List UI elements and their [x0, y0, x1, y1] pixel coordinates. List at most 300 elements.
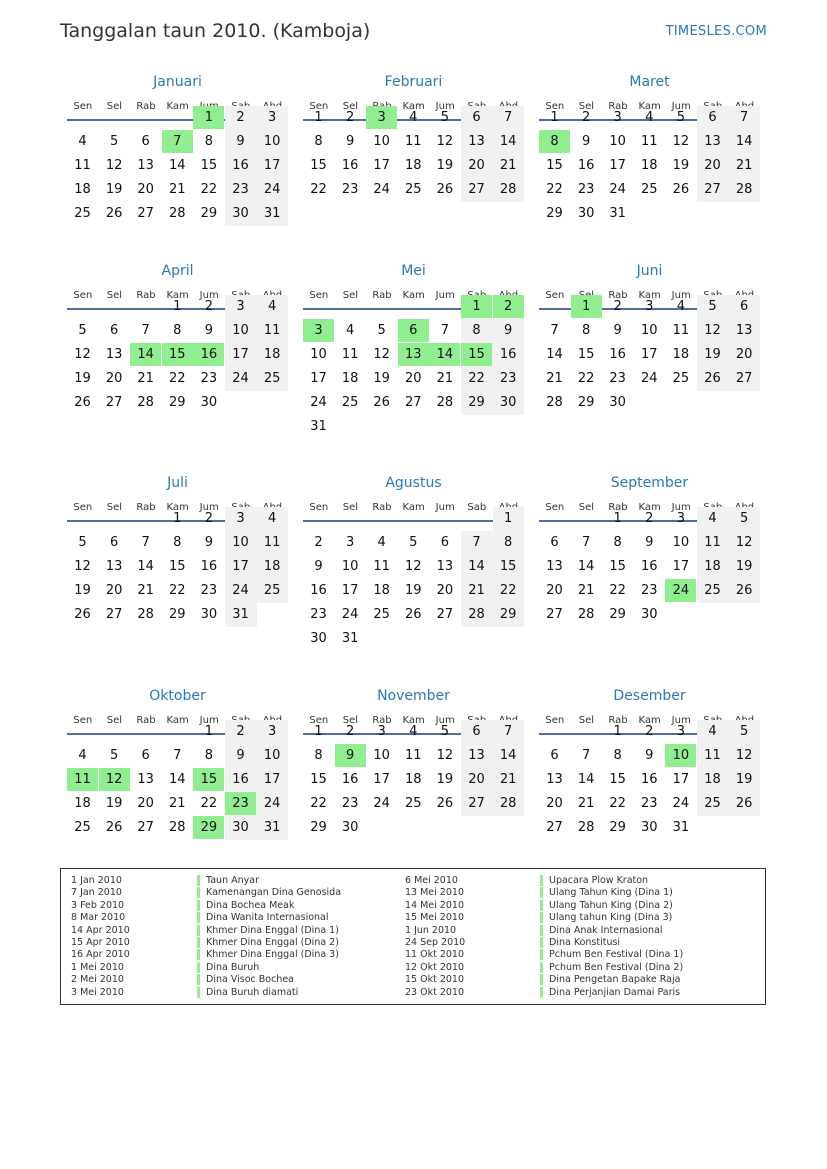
calendar-day: 26: [735, 583, 753, 598]
holiday-day: 2: [493, 295, 524, 318]
holiday-day: 15: [162, 343, 193, 366]
legend-date: 11 Okt 2010: [405, 949, 465, 961]
calendar-day: 6: [550, 748, 559, 763]
calendar-day: 2: [204, 511, 214, 526]
calendar-day: 15: [609, 772, 626, 787]
calendar-day: 21: [169, 796, 186, 811]
calendar-day: 18: [341, 371, 359, 386]
calendar-day: 1: [613, 511, 622, 526]
calendar-day: 9: [236, 748, 245, 763]
calendar-day: 2: [345, 724, 355, 739]
weekday-header: Jum: [435, 715, 455, 726]
holiday-day: 13: [398, 343, 429, 366]
weekday-header: Sel: [578, 715, 595, 726]
holiday-day: 3: [366, 106, 397, 129]
legend-holiday-name: Khmer Dina Enggal (Dina 3): [197, 949, 339, 960]
weekday-header: Kam: [638, 502, 661, 513]
calendar-day: 12: [704, 323, 721, 338]
calendar-day: 8: [581, 323, 591, 338]
calendar-day: 25: [74, 820, 91, 835]
holiday-day: 8: [539, 130, 570, 153]
calendar-day: 16: [200, 559, 218, 574]
weekday-header: Sel: [342, 502, 359, 513]
calendar-day: 7: [581, 748, 591, 763]
calendar-day: 11: [704, 748, 721, 763]
calendar-day: 19: [74, 583, 91, 598]
legend-holiday-name: Ulang Tahun King (Dina 2): [540, 900, 673, 911]
calendar-day: 7: [141, 535, 150, 550]
calendar-day: 23: [609, 371, 626, 386]
calendar-day: 22: [499, 583, 517, 598]
calendar-day: 16: [310, 583, 327, 598]
calendar-day: 29: [546, 206, 563, 221]
calendar-day: 17: [609, 158, 626, 173]
month-name: Januari: [153, 74, 202, 90]
month-name: September: [610, 475, 689, 491]
calendar-day: 15: [499, 559, 517, 574]
calendar-day: 11: [263, 535, 281, 550]
calendar-day: 2: [613, 299, 622, 314]
calendar-day: 3: [645, 299, 654, 314]
calendar-day: 3: [236, 299, 245, 314]
calendar-day: 21: [499, 158, 517, 173]
calendar-day: 21: [546, 371, 563, 386]
calendar-day: 20: [137, 796, 154, 811]
weekday-header: Kam: [638, 715, 661, 726]
calendar-day: 26: [405, 607, 422, 622]
calendar-day: 9: [204, 323, 214, 338]
calendar-day: 24: [641, 371, 658, 386]
calendar-day: 18: [373, 583, 390, 598]
calendar-day: 20: [546, 583, 563, 598]
calendar-day: 28: [577, 607, 595, 622]
weekday-header: Rab: [608, 290, 628, 301]
calendar-day: 17: [672, 559, 690, 574]
calendar-day: 22: [310, 796, 327, 811]
calendar-day: 10: [263, 748, 281, 763]
calendar-day: 2: [236, 724, 245, 739]
legend-date: 1 Jan 2010: [71, 875, 122, 886]
calendar-day: 19: [405, 583, 422, 598]
calendar-day: 19: [105, 796, 123, 811]
month-name: Maret: [629, 74, 670, 90]
calendar-day: 8: [173, 535, 182, 550]
calendar-day: 11: [672, 323, 690, 338]
calendar-day: 26: [704, 371, 721, 386]
weekday-header: Kam: [638, 101, 661, 112]
weekday-header: Rab: [136, 502, 156, 513]
calendar-day: 26: [105, 206, 123, 221]
weekday-header: Sel: [578, 101, 595, 112]
calendar-day: 3: [267, 724, 277, 739]
calendar-day: 11: [263, 323, 281, 338]
calendar-day: 5: [739, 511, 749, 526]
calendar-day: 24: [341, 607, 359, 622]
calendar-day: 4: [409, 110, 418, 125]
legend-date: 16 Apr 2010: [71, 949, 130, 961]
weekday-header: Sen: [309, 101, 329, 112]
calendar-day: 26: [373, 395, 390, 410]
weekday-header: Sel: [106, 502, 123, 513]
calendar-day: 9: [204, 535, 214, 550]
calendar-day: 24: [373, 796, 390, 811]
calendar-day: 28: [468, 607, 485, 622]
calendar-day: 10: [641, 323, 658, 338]
holiday-day: 3: [303, 319, 334, 342]
calendar-day: 5: [78, 323, 87, 338]
calendar-day: 17: [672, 772, 690, 787]
weekday-header: Rab: [372, 715, 392, 726]
month-name: Oktober: [149, 688, 206, 704]
legend-date: 8 Mar 2010: [71, 912, 126, 924]
weekday-header: Sel: [578, 502, 595, 513]
calendar-day: 10: [609, 134, 626, 149]
calendar-day: 15: [200, 158, 218, 173]
calendar-day: 20: [137, 182, 154, 197]
calendar-day: 26: [436, 182, 454, 197]
calendar-day: 1: [204, 724, 214, 739]
calendar-day: 13: [137, 772, 154, 787]
calendar-day: 3: [676, 511, 686, 526]
calendar-day: 12: [373, 347, 390, 362]
legend-holiday-name: Pchum Ben Festival (Dina 2): [540, 962, 683, 973]
calendar-day: 2: [345, 110, 355, 125]
calendar-day: 20: [468, 772, 485, 787]
calendar-day: 1: [173, 299, 182, 314]
calendar-day: 27: [468, 796, 485, 811]
holiday-day: 1: [193, 106, 224, 129]
calendar-day: 19: [373, 371, 390, 386]
calendar-day: 17: [373, 158, 390, 173]
calendar-day: 22: [609, 796, 626, 811]
calendar-day: 30: [641, 820, 658, 835]
calendar-day: 4: [78, 748, 87, 763]
weekday-header: Rab: [136, 290, 156, 301]
calendar-day: 30: [200, 395, 218, 410]
calendar-day: 31: [310, 419, 327, 434]
calendar-day: 18: [263, 559, 281, 574]
calendar-day: 19: [672, 158, 690, 173]
legend-date: 6 Mei 2010: [405, 875, 458, 886]
calendar-day: 10: [232, 323, 249, 338]
calendar-day: 20: [704, 158, 721, 173]
calendar-day: 12: [405, 559, 422, 574]
weekday-header: Rab: [608, 715, 628, 726]
calendar-day: 8: [613, 535, 622, 550]
weekday-header: Sel: [106, 101, 123, 112]
weekday-header: Sab: [467, 502, 487, 513]
calendar-day: 20: [105, 371, 123, 386]
weekday-header: Sen: [73, 101, 93, 112]
month-name: Desember: [613, 688, 686, 704]
calendar-day: 4: [708, 511, 717, 526]
calendar-day: 3: [267, 110, 277, 125]
calendar-day: 29: [310, 820, 327, 835]
calendar-day: 22: [609, 583, 626, 598]
calendar-day: 22: [577, 371, 595, 386]
calendar-day: 5: [739, 724, 749, 739]
calendar-day: 16: [641, 772, 658, 787]
calendar-day: 8: [314, 134, 323, 149]
calendar-day: 21: [137, 583, 154, 598]
weekday-header: Kam: [402, 101, 425, 112]
calendar-day: 28: [137, 395, 154, 410]
calendar-day: 6: [109, 535, 119, 550]
calendar-day: 27: [735, 371, 753, 386]
calendar-day: 30: [232, 206, 249, 221]
calendar-day: 5: [78, 535, 87, 550]
calendar-day: 2: [204, 299, 214, 314]
calendar-day: 21: [169, 182, 186, 197]
calendar-day: 22: [169, 583, 186, 598]
calendar-day: 1: [173, 511, 182, 526]
calendar-day: 9: [236, 134, 245, 149]
weekday-header: Jum: [199, 290, 219, 301]
calendar-day: 25: [373, 607, 390, 622]
calendar-day: 14: [169, 772, 186, 787]
calendar-day: 25: [704, 583, 721, 598]
legend-holiday-name: Dina Konstitusi: [540, 937, 620, 948]
calendar-day: 24: [672, 796, 690, 811]
calendar-day: 26: [735, 796, 753, 811]
calendar-day: 18: [74, 796, 91, 811]
calendar-day: 9: [314, 559, 323, 574]
weekday-header: Sel: [342, 715, 359, 726]
weekday-header: Sen: [73, 502, 93, 513]
calendar-day: 17: [232, 559, 249, 574]
holiday-day: 1: [461, 295, 492, 318]
calendar-day: 19: [74, 371, 91, 386]
calendar-day: 24: [310, 395, 327, 410]
calendar-day: 29: [577, 395, 595, 410]
calendar-day: 22: [310, 182, 327, 197]
calendar-day: 27: [546, 820, 563, 835]
calendar-day: 10: [232, 535, 249, 550]
calendar-day: 16: [232, 772, 249, 787]
legend-date: 1 Jun 2010: [405, 924, 457, 936]
holiday-day: 23: [225, 792, 256, 815]
page-title: Tanggalan taun 2010. (Kamboja): [60, 20, 371, 42]
month-name: November: [377, 688, 450, 704]
month-name: Mei: [401, 263, 426, 279]
calendar-day: 19: [436, 158, 454, 173]
weekday-header: Jum: [435, 290, 455, 301]
calendar-day: 27: [105, 607, 123, 622]
calendar-day: 25: [341, 395, 359, 410]
calendar-day: 24: [232, 371, 249, 386]
calendar-day: 25: [704, 796, 721, 811]
legend-holiday-name: Dina Buruh: [197, 962, 259, 973]
calendar-day: 26: [105, 820, 123, 835]
weekday-header: Rab: [372, 502, 392, 513]
weekday-header: Jum: [671, 290, 691, 301]
calendar-day: 26: [74, 607, 91, 622]
legend-date: 15 Okt 2010: [405, 974, 465, 986]
header-rule: [303, 520, 524, 522]
calendar-day: 15: [609, 559, 626, 574]
calendar-day: 14: [499, 748, 517, 763]
calendar-day: 15: [546, 158, 563, 173]
calendar-day: 18: [641, 158, 658, 173]
weekday-header: Sel: [342, 101, 359, 112]
calendar-day: 20: [735, 347, 753, 362]
calendar-day: 1: [550, 110, 559, 125]
calendar-day: 12: [672, 134, 690, 149]
calendar-day: 2: [645, 724, 654, 739]
holiday-day: 7: [162, 130, 193, 153]
calendar-day: 16: [609, 347, 626, 362]
calendar-day: 8: [503, 535, 513, 550]
weekday-header: Rab: [608, 101, 628, 112]
calendar-day: 29: [169, 395, 186, 410]
calendar-day: 8: [613, 748, 622, 763]
calendar-day: 17: [341, 583, 359, 598]
calendar-day: 21: [436, 371, 454, 386]
site-link[interactable]: TIMESLES.COM: [665, 24, 767, 39]
calendar-day: 30: [609, 395, 626, 410]
calendar-day: 28: [499, 182, 517, 197]
calendar-day: 13: [436, 559, 454, 574]
calendar-day: 1: [314, 110, 323, 125]
legend-holiday-name: Dina Perjanjian Damai Paris: [540, 987, 680, 998]
calendar-day: 27: [436, 607, 454, 622]
calendar-day: 30: [641, 607, 658, 622]
legend-holiday-name: Dina Anak Internasional: [540, 925, 663, 936]
calendar-day: 3: [613, 110, 622, 125]
calendar-day: 6: [472, 724, 481, 739]
calendar-day: 12: [735, 535, 753, 550]
holiday-day: 1: [571, 295, 602, 318]
weekday-header: Kam: [166, 101, 189, 112]
calendar-day: 11: [405, 748, 422, 763]
calendar-day: 18: [405, 772, 422, 787]
calendar-day: 14: [735, 134, 753, 149]
calendar-day: 13: [546, 559, 563, 574]
legend-date: 15 Apr 2010: [71, 937, 130, 948]
calendar-day: 14: [499, 134, 517, 149]
calendar-day: 6: [472, 110, 481, 125]
calendar-day: 19: [735, 772, 753, 787]
calendar-day: 22: [200, 796, 218, 811]
legend-date: 1 Mei 2010: [71, 961, 124, 973]
weekday-header: Kam: [166, 502, 189, 513]
calendar-day: 10: [373, 134, 390, 149]
calendar-day: 20: [546, 796, 563, 811]
calendar-day: 29: [609, 607, 626, 622]
calendar-day: 3: [377, 724, 386, 739]
calendar-day: 12: [436, 134, 454, 149]
calendar-day: 28: [169, 820, 186, 835]
weekday-header: Sen: [545, 290, 565, 301]
calendar-day: 18: [704, 559, 721, 574]
calendar-day: 22: [169, 371, 186, 386]
calendar-day: 30: [341, 820, 359, 835]
calendar-day: 7: [141, 323, 150, 338]
calendar-day: 9: [503, 323, 513, 338]
calendar-day: 24: [263, 182, 281, 197]
calendar-day: 3: [676, 724, 686, 739]
calendar-day: 4: [409, 724, 418, 739]
calendar-day: 16: [499, 347, 517, 362]
calendar-day: 18: [704, 772, 721, 787]
calendar-day: 31: [609, 206, 626, 221]
weekday-header: Jum: [435, 502, 455, 513]
calendar-day: 2: [314, 535, 323, 550]
calendar-day: 16: [341, 158, 359, 173]
calendar-day: 7: [503, 724, 513, 739]
weekday-header: Kam: [638, 290, 661, 301]
legend-holiday-name: Dina Wanita Internasional: [197, 912, 329, 923]
weekday-header: Jum: [671, 101, 691, 112]
calendar-day: 9: [645, 535, 654, 550]
calendar-day: 1: [503, 511, 513, 526]
weekday-header: Rab: [136, 101, 156, 112]
calendar-day: 2: [645, 511, 654, 526]
calendar-day: 25: [405, 182, 422, 197]
calendar-day: 3: [236, 511, 245, 526]
calendar-day: 28: [137, 607, 154, 622]
calendar-day: 19: [436, 772, 454, 787]
calendar-day: 11: [341, 347, 359, 362]
weekday-header: Jum: [199, 502, 219, 513]
calendar-day: 22: [468, 371, 485, 386]
calendar-day: 11: [373, 559, 390, 574]
calendar-day: 26: [436, 796, 454, 811]
legend-holiday-name: Khmer Dina Enggal (Dina 1): [197, 925, 339, 936]
calendar-day: 29: [468, 395, 485, 410]
legend-date: 15 Mei 2010: [405, 912, 464, 924]
weekday-header: Sen: [545, 502, 565, 513]
calendar-day: 20: [405, 371, 422, 386]
calendar-day: 5: [109, 134, 119, 149]
calendar-day: 8: [314, 748, 323, 763]
calendar-day: 25: [74, 206, 91, 221]
month-name: Februari: [384, 74, 443, 90]
calendar-day: 17: [263, 158, 281, 173]
calendar-day: 8: [204, 748, 214, 763]
weekday-header: Sen: [73, 715, 93, 726]
calendar-day: 23: [200, 371, 218, 386]
weekday-header: Sel: [342, 290, 359, 301]
calendar-day: 14: [169, 158, 186, 173]
calendar-day: 21: [577, 796, 595, 811]
legend-holiday-name: Dina Visoc Bochea: [197, 974, 294, 985]
calendar-day: 4: [645, 110, 654, 125]
calendar-day: 23: [232, 182, 249, 197]
legend-holiday-name: Taun Anyar: [197, 875, 259, 886]
calendar-day: 29: [200, 206, 218, 221]
calendar-day: 7: [581, 535, 591, 550]
weekday-header: Sen: [73, 290, 93, 301]
calendar-day: 11: [641, 134, 658, 149]
legend-date: 14 Apr 2010: [71, 924, 130, 936]
calendar-day: 25: [263, 583, 281, 598]
legend-holiday-name: Ulang tahun King (Dina 3): [540, 912, 672, 923]
calendar-day: 22: [546, 182, 563, 197]
calendar-day: 27: [137, 206, 154, 221]
legend-holiday-name: Dina Pengetan Bapake Raja: [540, 974, 680, 985]
calendar-day: 27: [105, 395, 123, 410]
calendar-day: 23: [200, 583, 218, 598]
weekday-header: Kam: [402, 715, 425, 726]
calendar-day: 23: [341, 796, 359, 811]
calendar-day: 25: [263, 371, 281, 386]
calendar-day: 7: [550, 323, 559, 338]
weekday-header: Rab: [608, 502, 628, 513]
calendar-day: 23: [341, 182, 359, 197]
calendar-day: 21: [499, 772, 517, 787]
calendar-day: 27: [468, 182, 485, 197]
